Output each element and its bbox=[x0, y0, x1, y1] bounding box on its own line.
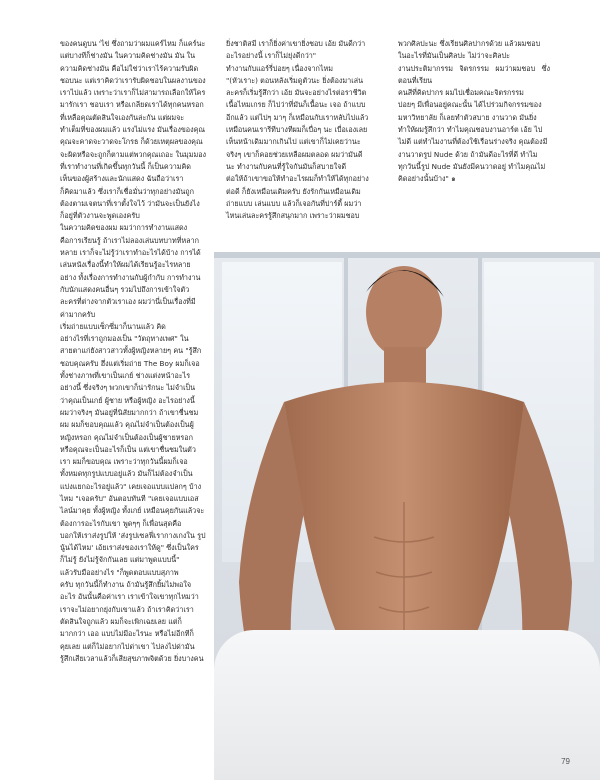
article-text: ยิ่งชาติสมี เราก็ยิ่งค่าเขายิ่งชอบ เอ้ย มันดีกว่า อะไรอย่างนี้ เราก็ไม่ยุ่งดีกว่า" ทำงานกับแอร์รี่บ่อยๆ เนื่องจากไหม "(หัวเราะ) ตอนหลังเริ่มดูตัวนะ ยิ่งต้องมาเล่น ละครก็เริ่มรู้สึกว่า เอ้ย มันจะอย่างไรต่อราชีวิต เนื้อไหมเกรย ก็ไปว่าที่มันก็เนื้อนะ เจอ ถ้าแบบ อีกแล้ว แต่ไปๆ มาๆ ก็เหมือนกับเราหลับไปแล้ว เหมือนคนเรารีทีบางทีผมก็เบื่อๆ นะ เบื่อเองเลย เห็นหน้าเดิมมากเกินไป แต่เขาก็ไม่เคยว่านะ จริงๆ เขาก็คอยช่วยเหลือผมตลอด ผมว่ามันดี นะ ทำงานกับคนที่รู้ใจกันมันก็สบายใจดี ต่อให้ถ้าเขาขอให้ทำอะไรผมก็ทำให้ได้ทุกอย่าง ต่อดี ก็ยังเหมือนเดิมครับ ยังรักกันเหมือนเดิม ถ่ายแบบ เล่นแบบ แล้วก็เจอกันที่ปาร์ตี้ ผมว่า ไหนเล่นละครรู้สึกสนุกมาก เพราะว่าผมชอบ bbox=[226, 39, 369, 221]
neck bbox=[384, 347, 426, 387]
article-column-1 bbox=[60, 38, 210, 665]
page-number: 79 bbox=[561, 757, 570, 766]
article-column-2 bbox=[226, 38, 378, 222]
article-text: ของคนดูบน 'ไข่ ซึ่งถามว่าผมแคร์ไหม ก็แคร์นะ แต่บางทีก็ช่างมัน ในความคิดช่างมัน มัน ใน ความคิดช่างมัน คือไม่ใช่ว่าเราไร้ความรับผิด ชอบนะ แต่เราคิดว่าเรารับผิดชอบในผลงานของ เราไปแล้ว เพราะว่าเราก็ไม่สามารถเลือกให้ใคร มารักเรา ชอบเรา หรือเกลียดเราได้ทุกคนหรอก ที่เหลือคุณตัดสินใจเองกันล่ะกัน แต่ผมจะ ทำเต็มที่ของผมแล้ว แรงไม่แรง มันเรื่องของคุณ คุณจะคาดจะวาดจะโกรธ ก็ด้วยเหตุผลของคุณ จะผิดหรือจะถูกก็ตามแต่พวกคุณเถอะ ในมุมมอง ที่เราทำงานที่เกิดขึ้นทุกวันนี้ ก็เป็นความคิด เห็นของผู้สร้างและนักแสดง ฉันถือว่าเรา ก็คิดมาแล้ว ซึ่งเราก็เชื่อมั่นว่าทุกอย่างมันถูก ต้องตามเจตนาที่เราตั้งใจไว้ ว่ามันจะเป็นยังไง ก็อยู่ที่ตัวงานจะพูดเองครับ ในความคิดของผม ผมว่าการทำงานแสดง คือการเรียนรู้ ถ้าเราไม่ลองเล่นบทบาทที่หลาก หลาย เราก็จะไม่รู้ว่าเราทำอะไรได้บ้าง การได้ เล่นหนังเรื่องนี้ทำให้ผมได้เรียนรู้อะไรหลาย อย่าง ทั้งเรื่องการทำงานกับผู้กำกับ การทำงาน กับนักแสดงคนอื่นๆ รวมไปถึงการเข้าใจตัว ละครที่ต่างจากตัวเราเอง ผมว่านี่เป็นเรื่องที่มี ค่ามากครับ เริ่มถ่ายแบบเซ็กซี่มาก็นานแล้ว คิด อย่างไรที่เราถูกมองเป็น "วัตถุทางเพศ" ใน สายตาแก่ยังสาวสาวทั้งผู้หญิงหลายๆ คน "รู้สึก ชอบคุณครับ ฮึ่งแต่เริ่มถ่าย The Boy ผมก็เจอ ทั้งช่างภาพที่เขาเป็นเกย์ ช่างแต่งหน้าอะไร อย่างนี้ ซึ่งจริงๆ พวกเขาก็น่ารักนะ ไม่จำเป็น ว่าคุณเป็นเกย์ ผู้ชาย หรือผู้หญิง อะไรอย่างนี้ ผมว่าจริงๆ มันอยู่ที่นิสัยมากกว่า ถ้าเขาชื่นชม ผม ผมก็ขอบคุณแล้ว คุณไม่จำเป็นต้องเป็นผู้ หญิงหรอก คุณไม่จำเป็นต้องเป็นผู้ชายหรอก หรือคุณจะเป็นอะไรก็เป็น แต่เขาชื่นชมในตัว เรา ผมก็ขอบคุณ เพราะว่าทุกวันนี้ผมก็เจอ ทั้งหมดทุกรูปแบบอยู่แล้ว มันก็ไม่ต้องจำเป็น แบ่งแยกอะไรอยู่แล้ว" เคยเจอแบบแปลกๆ บ้าง ไหม "เจอครับ" อันตอบทันที "เคยเจอแบบเอส ไลน์มาคุย ทั้งผู้หญิง ทั้งเกย์ เหมือนคุยกันแล้วจะ ต้องการอะไรกับเขา พูดๆๆ ก็เพื่อนสุดคือ บอกให้เราส่งรูปให้ 'ส่งรูปเซลฟี่เรากางเกงใน รูป นู้นได้ไหม' เอ้ยเราส่งของเราให้ดู" ซึ่งเป็นใคร ก็ไม่รู้ ยังไม่รู้จักกันเลย แต่มาพูดแบบนี้" แล้วรับมืออย่างไร "ก็พูดตอบแบบสุภาพ ครับ ทุกวันนี้ก็ทำงาน ถ้ามันรู้สึกยิ้มไม่พอใจ อะไร อันนั้นคือค่าเรา เราเข้าใจเขาทุกไหมว่า เราจะไม่อยากยุ่งกับเขาแล้ว ถ้าเราคิดว่าเรา ตัดสินใจถูกแล้ว ผมก็จะเพิกเฉยเลย แต่ก็ มากกว่า เออ แบบไม่มีอะไรนะ หรือไม่อีกทีก็ คุยเลย แต่ก็ไม่อยากไปด่าเขา ไปลงไปด่ามัน รู้สึกเสียเวลาแล้วก็เสียสุขภาพจิตด้วย ยิ่งบางคน bbox=[60, 39, 207, 663]
article-text: พวกศิลปะนะ ซึ่งเรียนศิลปากรด้วย แล้วผมชอบ ในอะไรที่มันเป็นศิลปะ ไม่ว่าจะศิลปะ งานประติมากรรม จิตรกรรม ผมว่าผมชอบ ซึ่งตอนที่เรียน คนสีที่คิดปากร ผมไปเชื่อมคณะจิตรกรรม บ่อยๆ มีเพื่อนอยู่คณะนั้น ได้ไปร่วมกิจกรรมของ มหาวิทยาลัย ก็เลยทำตัวสบาย งานวาด มันยิ่ง ทำให้ผมรู้สึกว่า ทำไมคุณชอบงานอาร์ต เอ้ย ไป ไม่ดี แต่ทำไมงานที่ต้องใช้เรือนร่างจริง คุณต้องมี งานวาดรูป Nude ด้วย ถ้ามันดีอะไรที่ดี ทำไม ทุกวันนี้รูป Nude มันยังมีคนวาดอยู่ ทำไมคุณไม่ คิดอย่างนั้นบ้าง" ๑ bbox=[398, 39, 550, 184]
bathtub bbox=[214, 630, 600, 780]
article-column-3 bbox=[398, 38, 550, 186]
photo bbox=[214, 252, 600, 780]
